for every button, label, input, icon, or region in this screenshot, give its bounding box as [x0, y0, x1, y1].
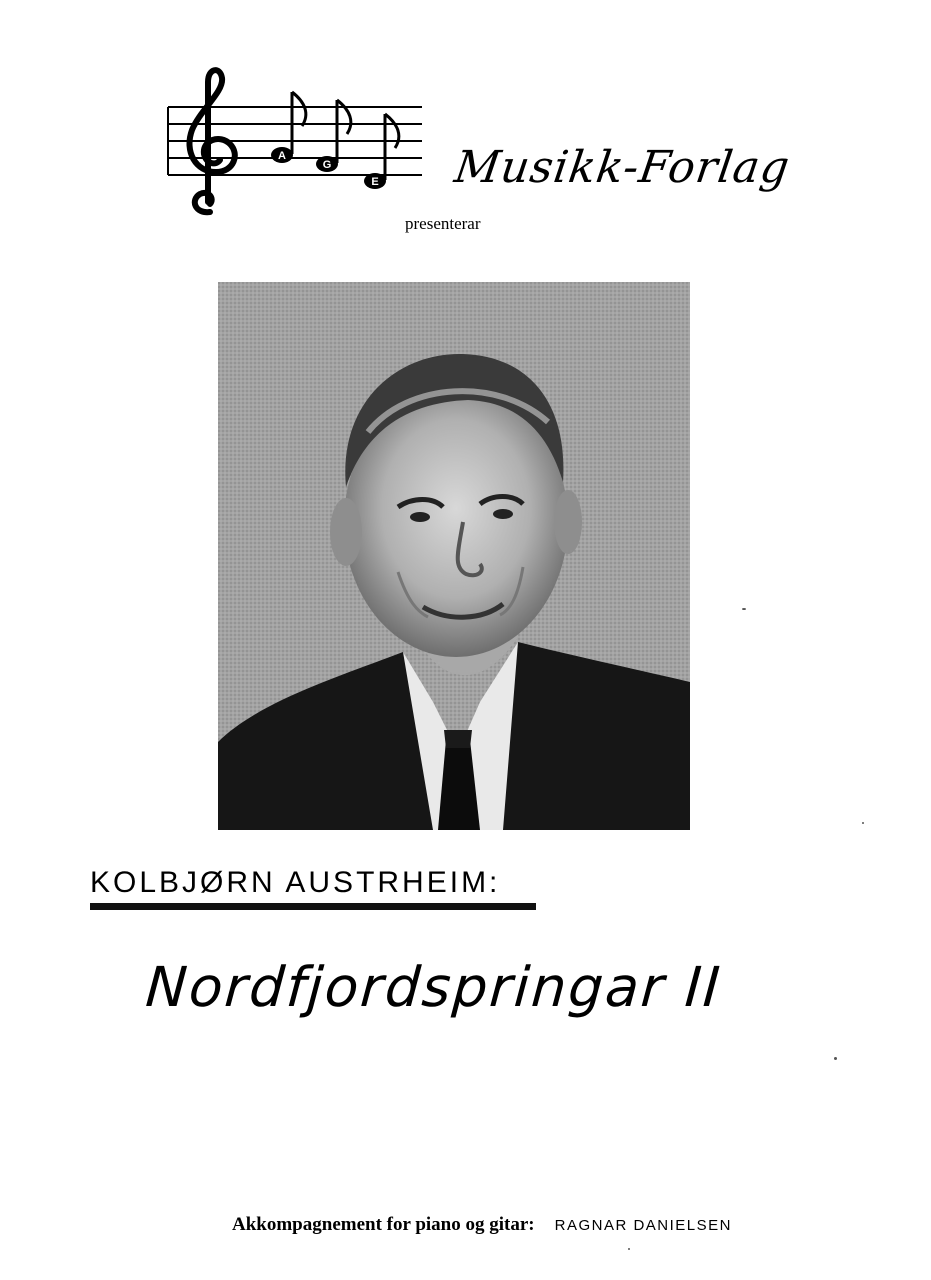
- accompaniment-credit: [232, 1214, 732, 1236]
- logo-treble-clef-icon: [160, 62, 430, 222]
- logo-note-g: G: [322, 159, 332, 171]
- logo-note-e: E: [371, 176, 379, 188]
- work-title: Nordfjordspringar II: [143, 955, 724, 1019]
- scan-speck: [742, 608, 746, 610]
- scan-speck: [862, 822, 864, 824]
- publisher-name: Musikk-Forlag: [451, 142, 794, 193]
- composer-underline: [90, 903, 536, 910]
- logo-note-a: A: [278, 150, 286, 162]
- composer-name: KOLBJØRN AUSTRHEIM:: [90, 866, 501, 899]
- composer-portrait-photo-icon: [218, 282, 690, 830]
- credit-label: Akkompagnement for piano og gitar:: [232, 1214, 535, 1235]
- credit-arranger-name: RAGNAR DANIELSEN: [554, 1217, 732, 1234]
- scan-speck: [628, 1248, 630, 1250]
- scan-speck: [834, 1057, 837, 1060]
- presents-text: presenterar: [405, 214, 481, 233]
